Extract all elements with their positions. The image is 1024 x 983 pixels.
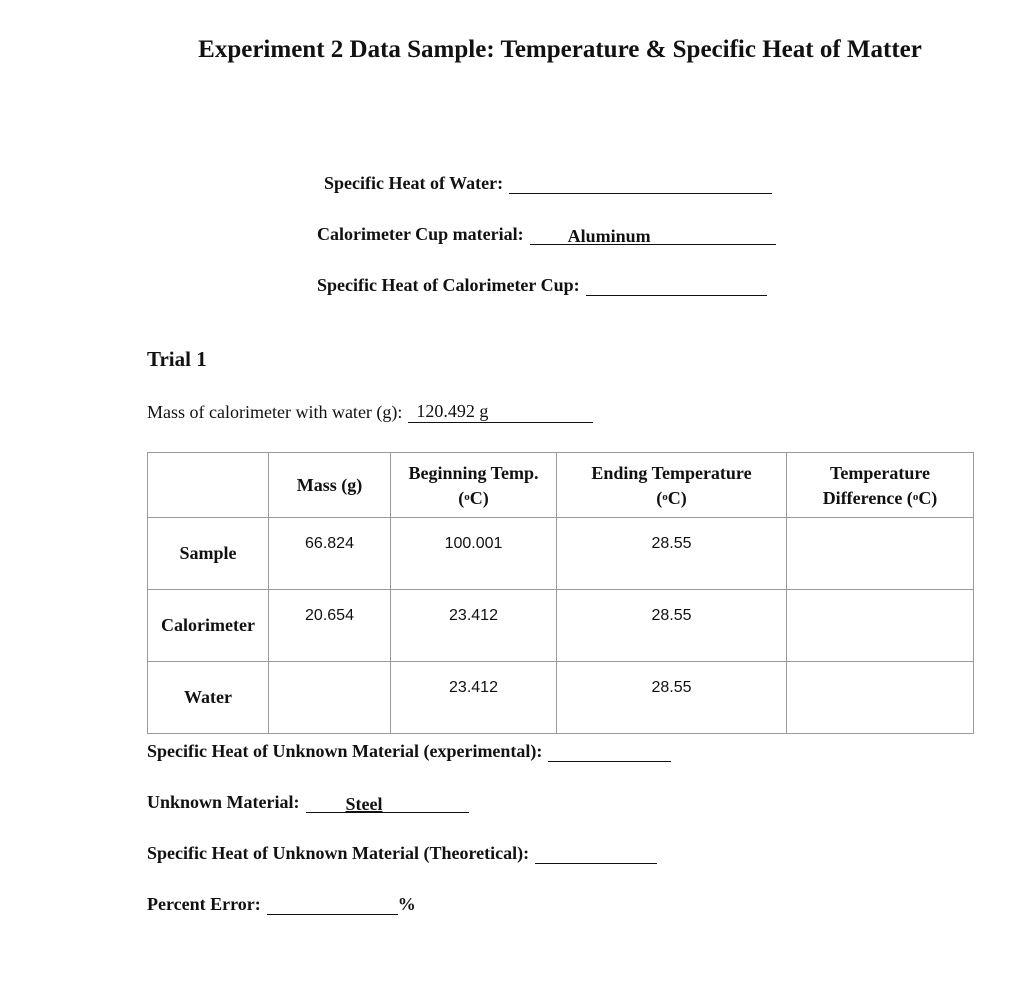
mass-with-water-field bbox=[147, 401, 593, 423]
cell-temp-difference[interactable] bbox=[787, 662, 974, 734]
header-ending-temp-close: C) bbox=[667, 487, 687, 508]
cell-temp-difference[interactable] bbox=[787, 590, 974, 662]
specific-heat-cup-label: Specific Heat of Calorimeter Cup: bbox=[317, 275, 580, 295]
percent-error-blank[interactable] bbox=[267, 896, 398, 915]
header-mass bbox=[269, 453, 391, 518]
unknown-material-label: Unknown Material: bbox=[147, 792, 300, 812]
data-table bbox=[147, 452, 974, 734]
specific-heat-cup-field bbox=[317, 275, 767, 296]
cell-beginning-temp[interactable]: 100.001 bbox=[391, 518, 557, 590]
row-label-calorimeter: Calorimeter bbox=[148, 590, 269, 662]
header-mass-label: Mass (g) bbox=[296, 475, 363, 495]
header-beginning-temp-open: ( bbox=[458, 487, 465, 508]
header-temp-difference-line1: Temperature bbox=[830, 462, 930, 483]
specific-heat-cup-blank[interactable] bbox=[586, 277, 767, 296]
header-ending-temp bbox=[557, 453, 787, 518]
specific-heat-water-label: Specific Heat of Water: bbox=[324, 173, 504, 193]
header-temp-difference bbox=[787, 453, 974, 518]
trial-heading: Trial 1 bbox=[147, 347, 207, 371]
unknown-material-value[interactable]: Steel bbox=[306, 795, 469, 813]
specific-heat-theoretical-label: Specific Heat of Unknown Material (Theoretical): bbox=[147, 843, 530, 863]
percent-error-field bbox=[147, 894, 416, 915]
header-beginning-temp-line1: Beginning Temp. bbox=[408, 462, 539, 483]
mass-with-water-label: Mass of calorimeter with water (g): bbox=[147, 402, 403, 422]
table-header-row bbox=[148, 453, 974, 518]
header-ending-temp-line1: Ending Temperature bbox=[591, 462, 752, 483]
specific-heat-experimental-field bbox=[147, 741, 671, 762]
specific-heat-theoretical-blank[interactable] bbox=[535, 845, 657, 864]
specific-heat-experimental-blank[interactable] bbox=[548, 743, 671, 762]
specific-heat-theoretical-field bbox=[147, 843, 657, 864]
row-label-sample: Sample bbox=[148, 518, 269, 590]
header-temp-difference-open: Difference ( bbox=[822, 487, 913, 508]
degree-symbol: o bbox=[662, 490, 668, 503]
degree-symbol: o bbox=[912, 490, 919, 503]
cup-material-value[interactable]: Aluminum bbox=[530, 227, 776, 245]
cell-beginning-temp[interactable]: 23.412 bbox=[391, 662, 557, 734]
cell-ending-temp[interactable]: 28.55 bbox=[557, 590, 787, 662]
header-temp-difference-close: C) bbox=[918, 487, 938, 508]
specific-heat-water-field bbox=[324, 173, 772, 194]
cell-mass[interactable]: 66.824 bbox=[269, 518, 391, 590]
header-beginning-temp-close: C) bbox=[469, 487, 489, 508]
cell-ending-temp[interactable]: 28.55 bbox=[557, 662, 787, 734]
specific-heat-experimental-label: Specific Heat of Unknown Material (experimental): bbox=[147, 741, 543, 761]
header-beginning-temp bbox=[391, 453, 557, 518]
degree-symbol: o bbox=[464, 490, 470, 503]
cup-material-label: Calorimeter Cup material: bbox=[317, 224, 524, 244]
header-blank bbox=[148, 453, 269, 518]
cell-mass[interactable] bbox=[269, 662, 391, 734]
specific-heat-water-blank[interactable] bbox=[509, 175, 772, 194]
unknown-material-field bbox=[147, 792, 469, 813]
table-row bbox=[148, 518, 974, 590]
percent-sign: % bbox=[397, 894, 416, 914]
mass-with-water-value[interactable]: 120.492 g bbox=[408, 401, 593, 423]
page-title: Experiment 2 Data Sample: Temperature & Specific Heat of Matter bbox=[198, 36, 922, 63]
cell-beginning-temp[interactable]: 23.412 bbox=[391, 590, 557, 662]
cup-material-field bbox=[317, 224, 776, 245]
cell-temp-difference[interactable] bbox=[787, 518, 974, 590]
table-row bbox=[148, 590, 974, 662]
table-row bbox=[148, 662, 974, 734]
row-label-water: Water bbox=[148, 662, 269, 734]
cell-ending-temp[interactable]: 28.55 bbox=[557, 518, 787, 590]
header-ending-temp-open: ( bbox=[656, 487, 663, 508]
cell-mass[interactable]: 20.654 bbox=[269, 590, 391, 662]
percent-error-label: Percent Error: bbox=[147, 894, 261, 914]
